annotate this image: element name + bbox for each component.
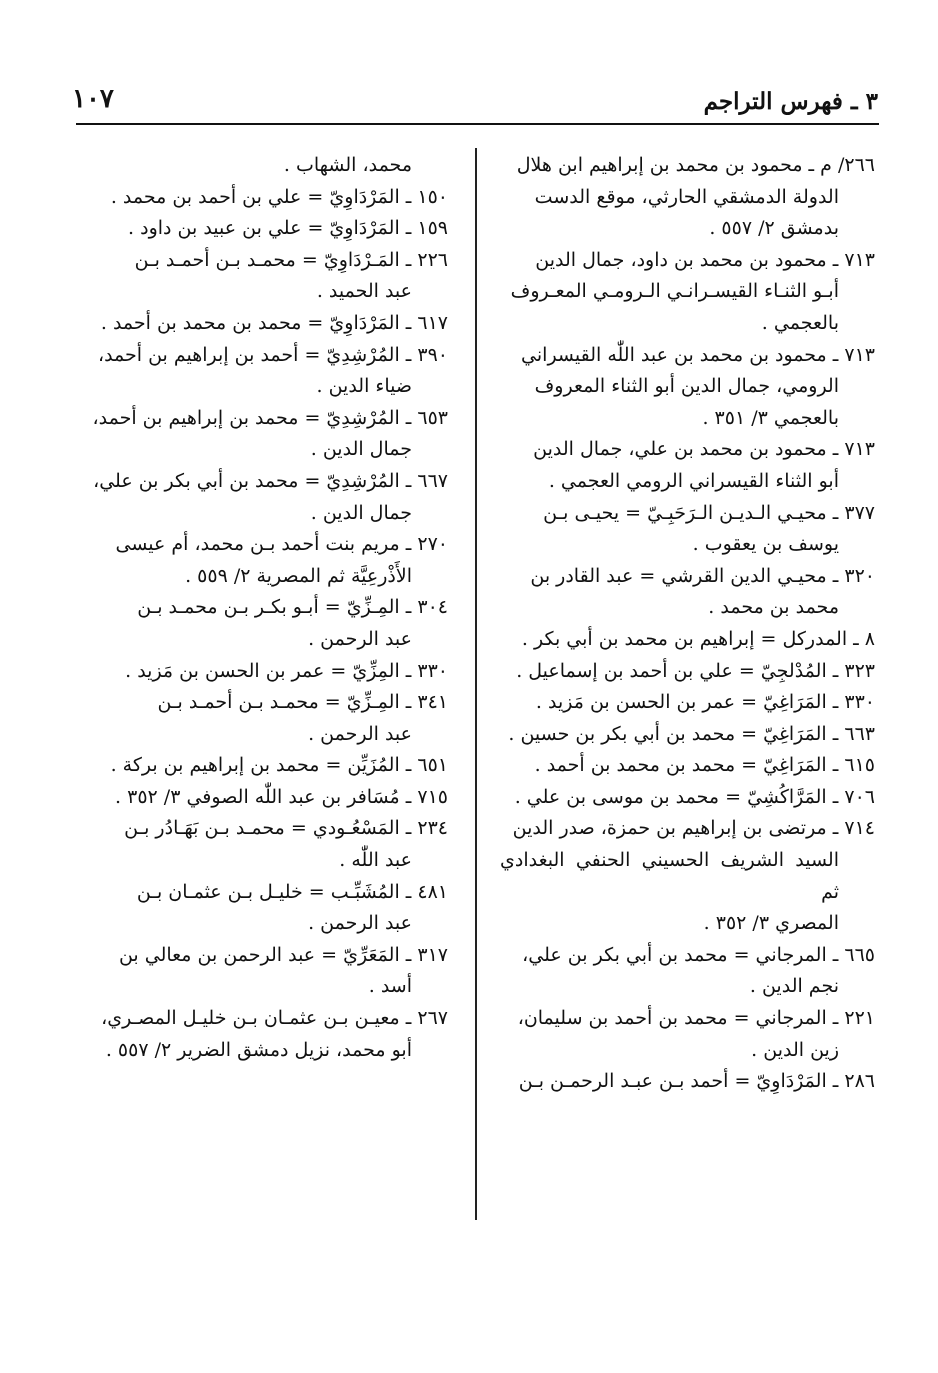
index-entry-continuation: يوسف بن يعقوب . (692, 533, 839, 556)
index-entry-continuation: زين الدين . (751, 1038, 839, 1061)
index-entry: ٣٣٠ ـ المِزِّيّ = عمر بن الحسن بن مَزيد . (125, 659, 448, 682)
index-entry: ٧١٤ ـ مرتضى بن إبراهيم بن حمزة، صدر الدين (512, 817, 875, 840)
index-entry: ٢٧٠ ـ مريم بنت أحمد بـن محمد، أم عيسى (115, 533, 448, 556)
index-entry-continuation: نجم الدين . (749, 975, 839, 998)
header-rule (76, 123, 879, 125)
index-entry-continuation: الرومي، جمال الدين أبو الثناء المعروف (534, 375, 839, 398)
index-entry: ٣٩٠ ـ المُرْشِدِيّ = أحمد بن إبراهيم بن أحمد، (97, 343, 448, 366)
index-entry-continuation: أسد . (368, 975, 412, 998)
index-entry-continuation: أبو الثناء القيسراني الرومي العجمي . (548, 469, 839, 492)
page-header (72, 84, 878, 124)
index-column-right (500, 150, 875, 1098)
index-entry: ٦٦٧ ـ المُرْشِدِيّ = محمد بن أبي بكر بن علي، (93, 469, 448, 492)
index-entry-continuation: بدمشق ٢/ ٥٥٧ . (709, 217, 839, 240)
index-entry: ٧١٥ ـ مُسَافر بن عبد اللّٰه الصوفي ٣/ ٣٥٢ . (115, 785, 448, 808)
index-entry: ٤٨١ ـ المُشَبِّـب = خليـل بـن عثمـان بـن (136, 880, 448, 903)
index-entry: ٦١٥ ـ المَرَاغِيّ = محمد بن محمد بن أحمد . (534, 754, 875, 777)
index-column-left (72, 150, 448, 1066)
index-entry: ٧١٣ ـ محمود بن محمد بن داود، جمال الدين (535, 248, 875, 271)
index-entry: ٣٣٠ ـ المَرَاغِيّ = عمر بن الحسن بن مَزيد . (535, 691, 875, 714)
index-entry: ٣٧٧ ـ محيـي الـديـن الـرَحَبِـيّ = يحيـى بـن (543, 501, 875, 524)
index-entry: ٧١٣ ـ محمود بن محمد بن علي، جمال الدين (533, 438, 875, 461)
index-entry-continuation: عبد الرحمن . (308, 912, 412, 935)
index-entry-continuation: محمد بن محمد . (708, 596, 839, 619)
index-entry: ٣٤١ ـ المِـزِّيّ = محمـد بـن أحمـد بـن (157, 691, 448, 714)
index-entry: ٣٢٣ ـ المُدْلجِيّ = علي بن أحمد بن إسماعيل . (516, 659, 875, 682)
index-entry-continuation: عبد الرحمن . (308, 627, 412, 650)
page-number: ١٠٧ (72, 84, 114, 114)
index-entry: ٧٠٦ ـ المَرَّاكُشِيّ = محمد بن موسى بن علي . (514, 785, 875, 808)
index-entry-continuation: أبو محمد، نزيل دمشق الضرير ٢/ ٥٥٧ . (105, 1038, 412, 1061)
index-entry-continuation: عبد الحميد . (316, 280, 412, 303)
index-entry: ٢٦٦/ م ـ محمود بن محمد بن إبراهيم ابن هلال (516, 154, 875, 176)
index-entry-continuation: عبد اللّٰه . (339, 849, 412, 872)
index-entry: ٢٨٦ ـ المَرْدَاوِيّ = أحمد بـن عبـد الرحمـن بـن (518, 1070, 875, 1093)
index-entry: ٢٢٦ ـ المَـرْدَاوِيّ = محمـد بـن أحمـد بـن (134, 248, 448, 271)
index-entry-continuation: جمال الدين . (310, 501, 412, 524)
index-entry: ٢٦٧ ـ معيـن بـن عثمـان بـن خليـل المصـري، (101, 1007, 448, 1030)
index-entry: ٢٣٤ ـ المَسْعُـودي = محمـد بـن بَهَـادُر بـن (124, 817, 448, 840)
index-entry: ٦٦٥ ـ المرجاني = محمد بن أبي بكر بن علي، (522, 943, 875, 966)
index-entry: ٧١٣ ـ محمود بن محمد بن عبد اللّٰه القيسراني (521, 343, 875, 366)
index-entry-continuation: جمال الدين . (310, 438, 412, 461)
index-entry-continuation: المصري ٣/ ٣٥٢ . (703, 912, 839, 935)
index-entry: ٦٥١ ـ المُزَيِّن = محمد بن إبراهيم بن بركة . (110, 754, 448, 777)
index-entry-continuation: السيد الشريف الحسيني الحنفي البغدادي ثم (500, 849, 839, 903)
index-entry-continuation: محمد، الشهاب . (283, 154, 412, 176)
index-entry-continuation: عبد الرحمن . (308, 722, 412, 745)
running-title: ٣ ـ فهرس التراجم (703, 88, 878, 115)
index-entry-continuation: الدولة الدمشقي الحارثي، موقع الدست (534, 185, 839, 208)
index-entry-continuation: الأَذْرعِيَّة ثم المصرية ٢/ ٥٥٩ . (185, 564, 412, 587)
index-entry: ٣٠٤ ـ المِـزِّيّ = أبـو بكـر بـن محمـد بـن (137, 596, 448, 619)
column-divider (475, 148, 477, 1220)
index-entry: ١٥٠ ـ المَرْدَاوِيّ = علي بن أحمد بن محمد . (110, 185, 448, 208)
index-entry: ٦١٧ ـ المَرْدَاوِيّ = محمد بن محمد بن أحمد . (100, 311, 448, 334)
index-entry: ٣١٧ ـ المَعَرِّيّ = عبد الرحمن بن معالي بن (118, 943, 448, 966)
index-entry: ١٥٩ ـ المَرْدَاوِيّ = علي بن عبيد بن داود . (128, 217, 448, 240)
index-entry: ٣٢٠ ـ محيـي الدين القرشي = عبد القادر بن (530, 564, 875, 587)
index-entry-continuation: بالعجمي ٣/ ٣٥١ . (702, 406, 839, 429)
index-entry: ٦٦٣ ـ المَرَاغِيّ = محمد بن أبي بكر بن حسين . (508, 722, 875, 745)
index-entry: ٦٥٣ ـ المُرْشِدِيّ = محمد بن إبراهيم بن أحمد، (92, 406, 448, 429)
index-entry-continuation: ضياء الدين . (316, 375, 412, 398)
index-entry: ٢٢١ ـ المرجاني = محمد بن أحمد بن سليمان، (517, 1007, 875, 1030)
index-entry: ٨ ـ المدركل = إبراهيم بن محمد بن أبي بكر . (521, 627, 875, 650)
index-entry-continuation: بالعجمي . (761, 311, 839, 334)
index-entry-continuation: أبـو الثنـاء القيسـرانـي الـرومـي المعـروف (510, 280, 839, 303)
